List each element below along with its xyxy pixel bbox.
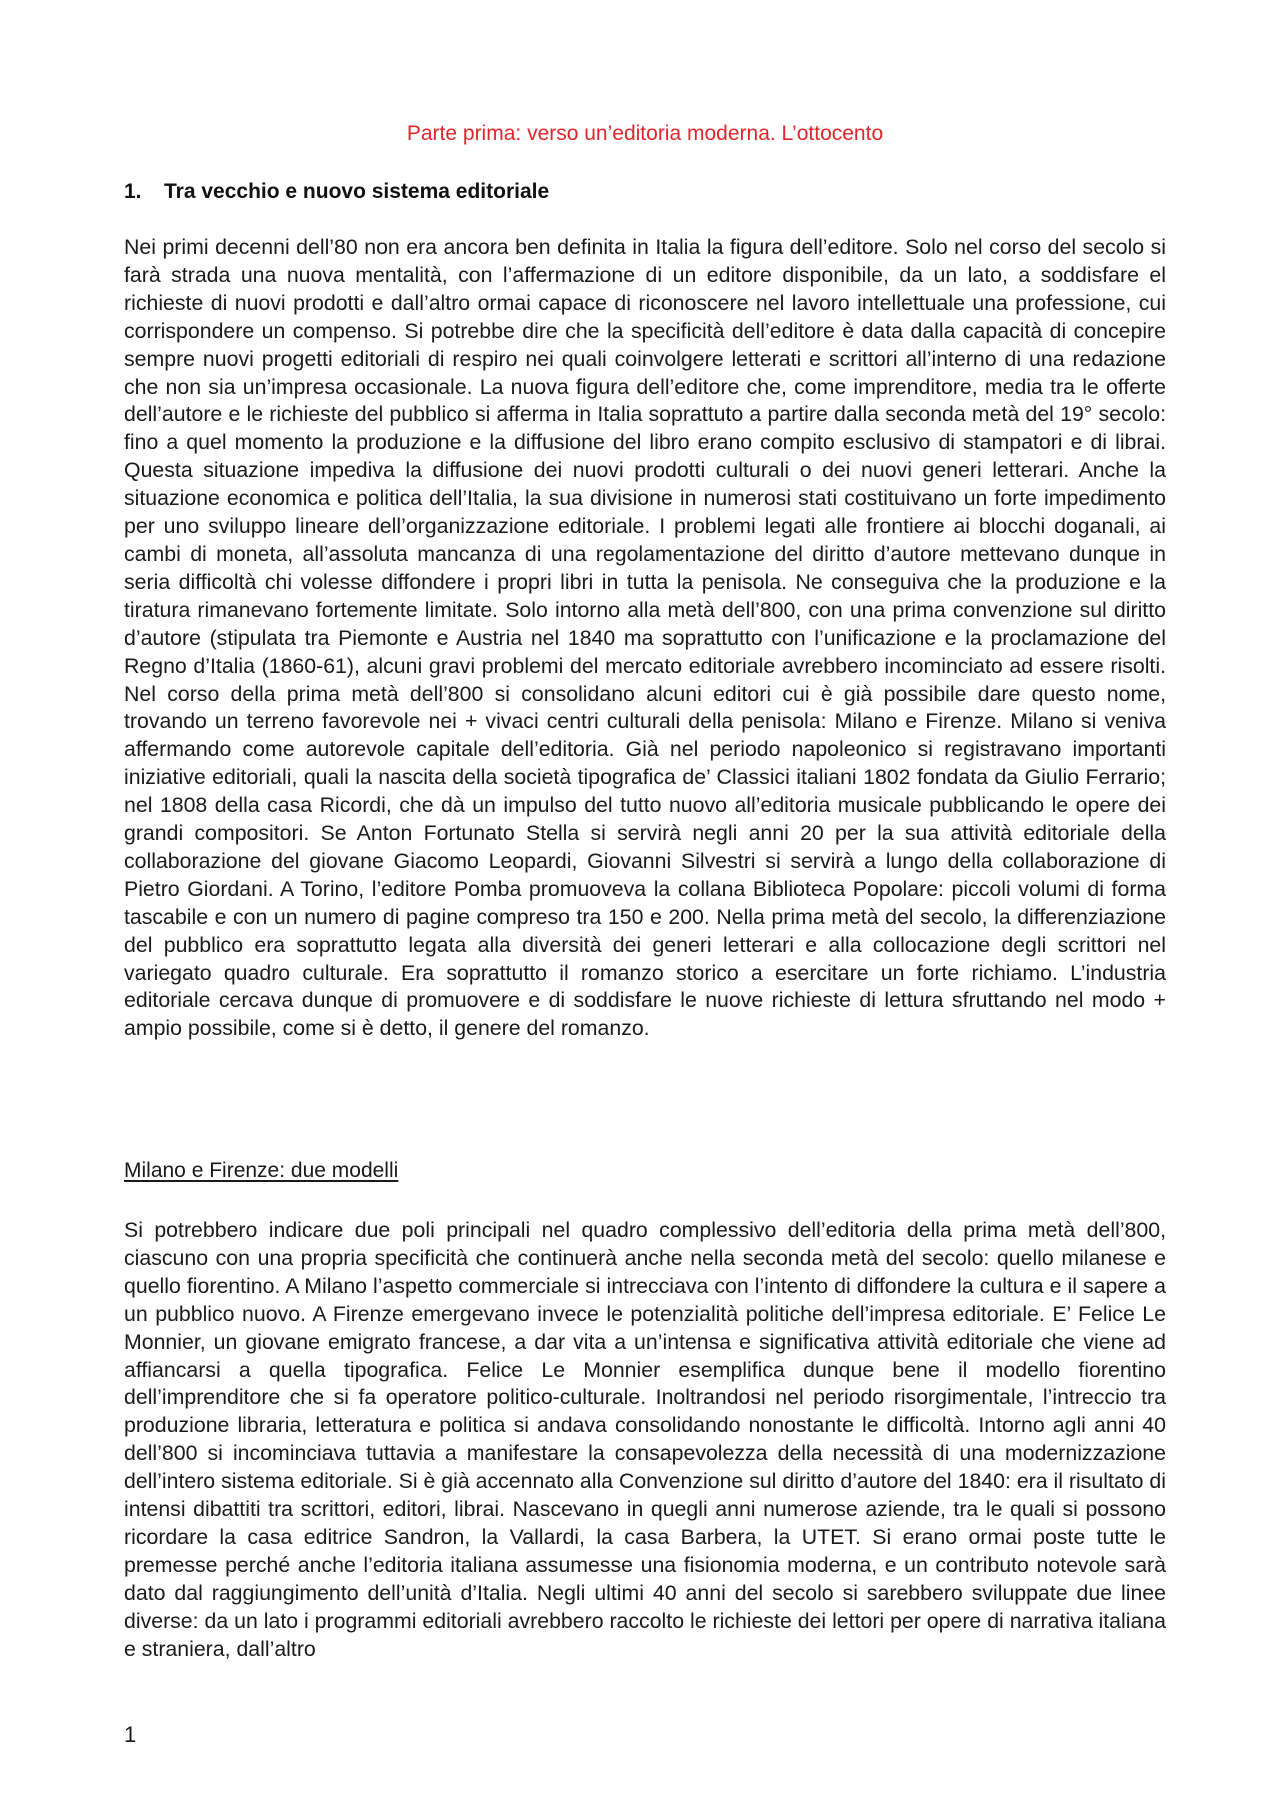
body-paragraph-1: Nei primi decenni dell’80 non era ancora ben definita in Italia la figura dell’editore. Solo nel corso del secolo si farà strada una nuova mentalità, con l’affermazione di un editore disponibile, da un lato, a soddisfare el richieste di nuovi prodotti e dall’altro ormai capace di riconoscere nel lavoro intellettuale una professione, cui corrispondere un compenso. Si potrebbe dire che la specificità dell’editore è data dalla capacità di concepire sempre nuovi progetti editoriali di respiro nei quali coinvolgere letterati e scrittori all’interno di una redazione che non sia un’impresa occasionale. La nuova figura dell’editore che, come imprenditore, media tra le offerte dell’autore e le richieste del pubblico si afferma in Italia soprattuto a partire dalla seconda metà del 19° secolo: fino a quel momento la produzione e la diffusione del libro erano compito esclusivo di stampatori e di librai. Questa situazione impediva la diffusione dei nuovi prodotti culturali o dei nuovi generi letterari. Anche la situazione economica e politica dell’Italia, la sua divisione in numerosi stati costituivano un forte impedimento per uno sviluppo lineare dell’organizzazione editoriale. I problemi legati alle frontiere ai blocchi doganali, ai cambi di moneta, all’assoluta mancanza di una regolamentazione del diritto d’autore mettevano dunque in seria difficoltà chi volesse diffondere i propri libri in tutta la penisola. Ne conseguiva che la produzione e la tiratura rimanevano fortemente limitate. Solo intorno alla metà dell’800, con una prima convenzione sul diritto d’autore (stipulata tra Piemonte e Austria nel 1840 ma soprattutto con l’unificazione e la proclamazione del Regno d’Italia (1860-61), alcuni gravi problemi del mercato editoriale avrebbero incominciato ad essere risolti. Nel corso della prima metà dell’800 si consolidano alcuni editori cui è già possibile dare questo nome, trovando un terreno favorevole nei + vivaci centri culturali della penisola: Milano e Firenze. Milano si veniva affermando come autorevole capitale dell’editoria. Già nel periodo napoleonico si registravano importanti iniziative editoriali, quali la nascita della società tipografica de’ Classici italiani 1802 fondata da Giulio Ferrario; nel 1808 della casa Ricordi, che dà un impulso del tutto nuovo all’editoria musicale pubblicando le opere dei grandi compositori. Se Anton Fortunato Stella si servirà negli anni 20 per la sua attività editoriale della collaborazione del giovane Giacomo Leopardi, Giovanni Silvestri si servirà a lungo della collaborazione di Pietro Giordani. A Torino, l’editore Pomba promuoveva la collana Biblioteca Popolare: piccoli volumi di forma tascabile e con un numero di pagine compreso tra 150 e 200. Nella prima metà del secolo, la differenziazione del pubblico era soprattutto legata alla diversità dei generi letterari e alla collocazione degli scrittori nel variegato quadro culturale. Era soprattutto il romanzo storico a esercitare un forte richiamo. L’industria editoriale cercava dunque di promuovere e di soddisfare le nuove richieste di lettura sfruttando nel modo + ampio possibile, come si è detto, il genere del romanzo.	[124, 235, 1166, 1041]
chapter-number: 1.	[124, 180, 142, 203]
part-title: Parte prima: verso un’editoria moderna. L’ottocento	[406, 122, 884, 145]
page-number: 1	[124, 1722, 137, 1747]
body-paragraph-2: Si potrebbero indicare due poli principali nel quadro complessivo dell’editoria della prima metà dell’800, ciascuno con una propria specificità che continuerà anche nella seconda metà del secolo: quello milanese e quello fiorentino. A Milano l’aspetto commerciale si intrecciava con l’intento di diffondere la cultura e il sapere a un pubblico nuovo. A Firenze emergevano invece le potenzialità politiche dell’impresa editoriale. E’ Felice Le Monnier, un giovane emigrato francese, a dar vita a un’intensa e significativa attività editoriale che viene ad affiancarsi a quella tipografica. Felice Le Monnier esemplifica dunque bene il modello fiorentino dell’imprenditore che si fa operatore politico-culturale. Inoltrandosi nel periodo risorgimentale, l’intreccio tra produzione libraria, letteratura e politica si andava consolidando nonostante le difficoltà. Intorno agli anni 40 dell’800 si incominciava tuttavia a manifestare la consapevolezza della necessità di una modernizzazione dell’intero sistema editoriale. Si è già accennato alla Convenzione sul diritto d’autore del 1840: era il risultato di intensi dibattiti tra scrittori, editori, librai. Nascevano in quegli anni numerose aziende, tra le quali si possono ricordare la casa editrice Sandron, la Vallardi, la casa Barbera, la UTET. Si erano ormai poste tutte le premesse perché anche l’editoria italiana assumesse una fisionomia moderna, e un contributo notevole sarà dato dal raggiungimento dell’unità d’Italia. Negli ultimi 40 anni del secolo si sarebbero sviluppate due linee diverse: da un lato i programmi editoriali avrebbero raccolto le richieste dei lettori per opere di narrativa italiana e straniera, dall’altro	[124, 1218, 1166, 1661]
section-heading: Milano e Firenze: due modelli	[124, 1159, 399, 1182]
document-page	[124, 0, 1166, 1811]
chapter-title: Tra vecchio e nuovo sistema editoriale	[164, 180, 550, 203]
chapter-heading	[124, 180, 549, 204]
